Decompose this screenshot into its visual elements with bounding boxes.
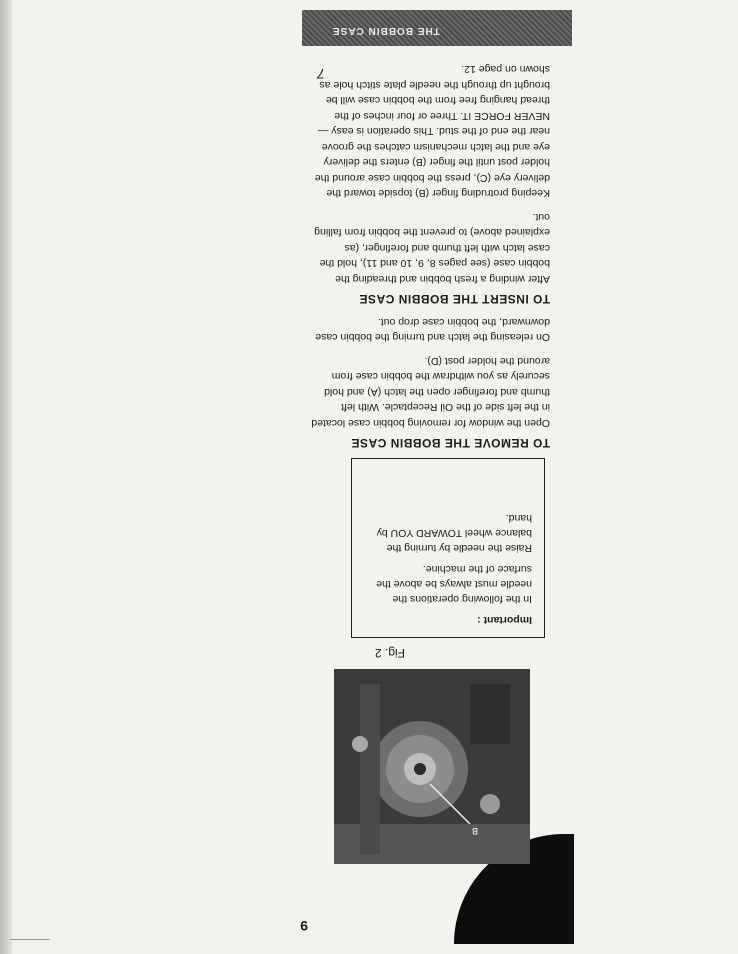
important-title: Important : [477,614,532,626]
figure-photo [334,669,530,864]
page-number: 9 [300,918,308,934]
insert-section-body [310,53,550,286]
important-box [351,458,545,638]
corner-rule [10,939,50,940]
manual-page [300,10,570,942]
insert-paragraph-1: After winding a fresh bobbin and threading the bobbin case (see pages 8, 9, 10 and 11), hold the case latch with left thumb and forefinger, (as explained above) to prevent the bobbin from falling out. [314,211,550,285]
important-paragraph-1: In the following operations the needle must always be above the surface of the machine. [376,563,532,605]
band-title: THE BOBBIN CASE [332,25,440,36]
figure-caption: Fig. 2 [374,646,405,660]
header-band [302,10,572,46]
remove-section-title: TO REMOVE THE BOBBIN CASE [351,436,550,450]
page-edge-shadow [0,0,12,954]
remove-section-body [310,306,550,431]
remove-paragraph-1: Open the window for removing bobbin case located in the left side of the Oil Receptacle. With left thumb and forefinger open the latch (A) and hold securely as you withdraw the bobbin case from around the holder post (D). [311,355,550,429]
figure-label-b: B [471,826,478,836]
insert-section-title: TO INSERT THE BOBBIN CASE [359,292,550,306]
page-number-other: 7 [317,66,325,82]
important-paragraph-2: Raise the needle by turning the balance wheel TOWARD YOU by hand. [376,512,532,554]
insert-paragraph-2: Keeping protruding finger (B) topside toward the delivery eye (C), press the bobbin case around the holder post until the finger (B) enters the delivery eye and the latch mechanism catches the groove near the end of the stud. This operation is easy — NEVER FORCE IT. Three or four inches of the thread hanging free from the bobbin case will be brought up through the needle plate stitch hole as shown on page 12. [314,63,550,200]
remove-paragraph-2: On releasing the latch and turning the bobbin case downward, the bobbin case drop out. [315,316,550,344]
